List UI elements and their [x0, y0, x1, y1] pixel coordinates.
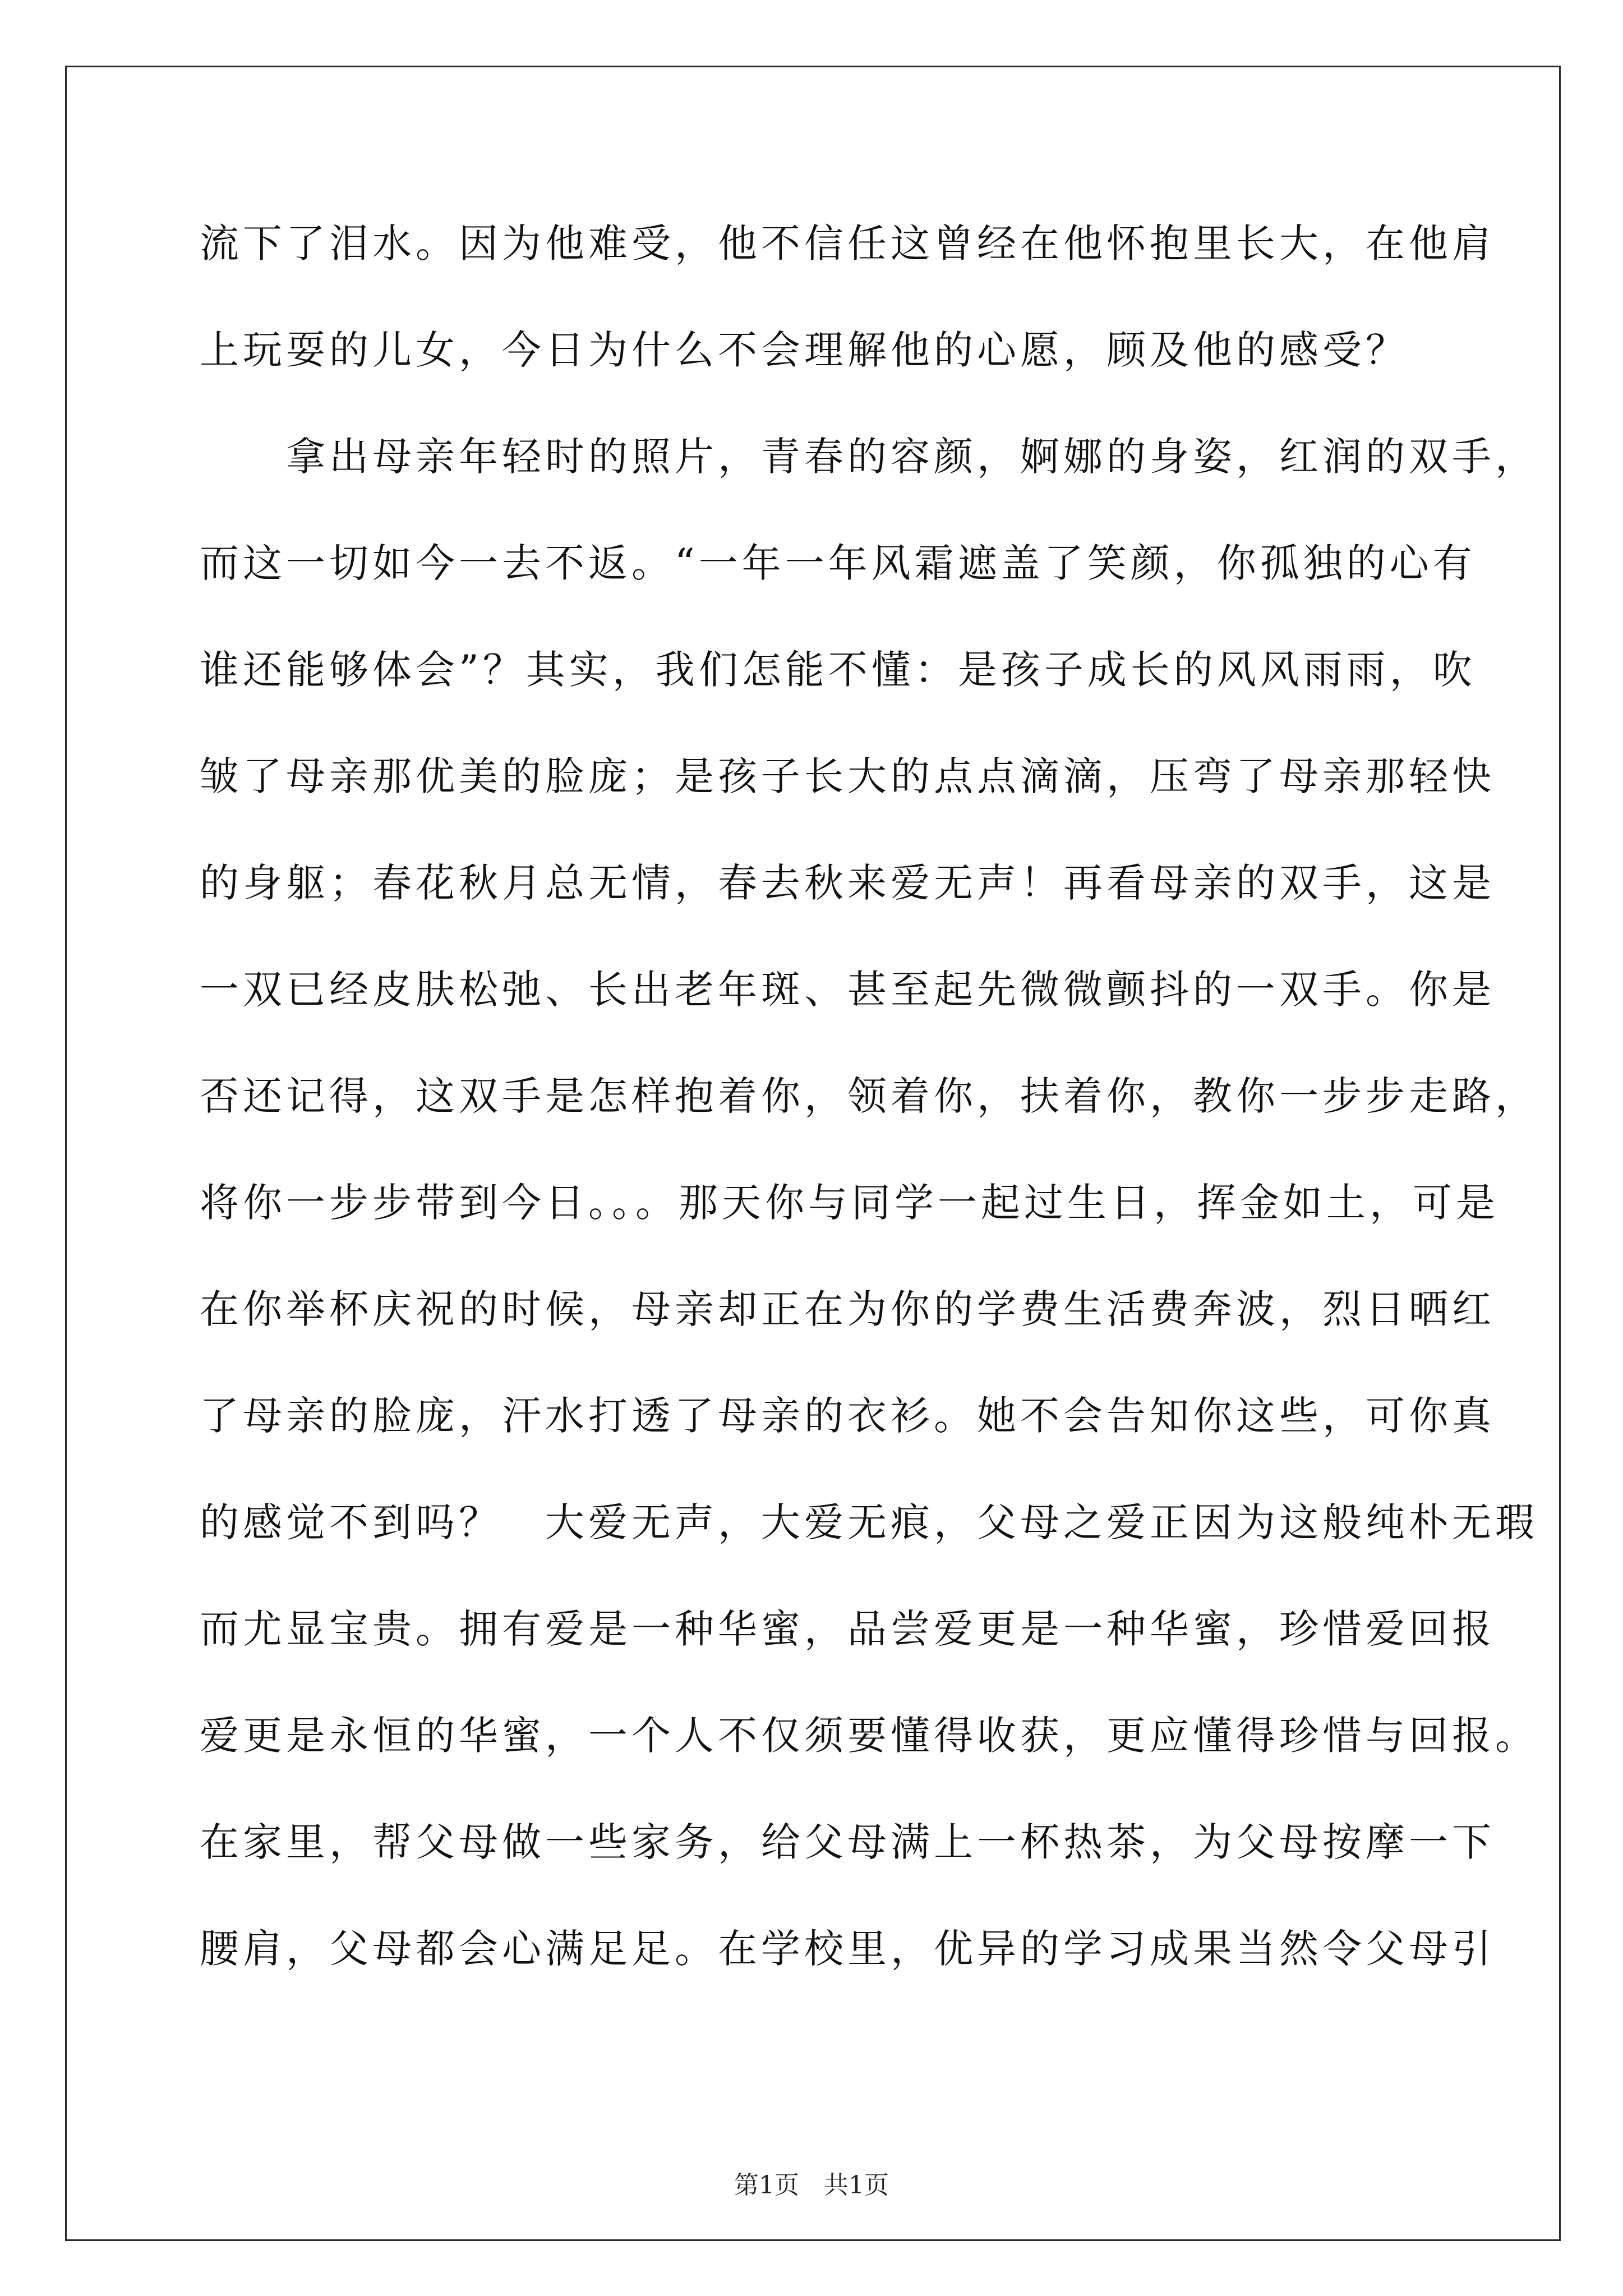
text-line: 了母亲的脸庞，汗水打透了母亲的衣衫。她不会告知你这些，可你真	[200, 1393, 1495, 1439]
text-line: 拿出母亲年轻时的照片，青春的容颜，婀娜的身姿，红润的双手，	[200, 434, 1538, 480]
text-line: 爱更是永恒的华蜜，一个人不仅须要懂得收获，更应懂得珍惜与回报。	[200, 1713, 1538, 1759]
text-line: 腰肩，父母都会心满足足。在学校里，优异的学习成果当然令父母引	[200, 1926, 1495, 1972]
text-line: 在家里，帮父母做一些家务，给父母满上一杯热茶，为父母按摩一下	[200, 1819, 1495, 1865]
text-line: 在你举杯庆祝的时候，母亲却正在为你的学费生活费奔波，烈日晒红	[200, 1286, 1495, 1332]
page-border	[65, 66, 1561, 2241]
text-line: 的感觉不到吗？ 大爱无声，大爱无痕，父母之爱正因为这般纯朴无瑕	[200, 1499, 1538, 1545]
text-line: 的身躯；春花秋月总无情，春去秋来爱无声！再看母亲的双手，这是	[200, 860, 1495, 906]
text-line: 上玩耍的儿女，今日为什么不会理解他的心愿，顾及他的感受？	[200, 327, 1409, 373]
text-line: 一双已经皮肤松弛、长出老年斑、甚至起先微微颤抖的一双手。你是	[200, 967, 1495, 1013]
text-line: 谁还能够体会”？其实，我们怎能不懂：是孩子成长的风风雨雨，吹	[200, 647, 1476, 693]
page-total: 共1页	[824, 2171, 889, 2200]
text-line: 流下了泪水。因为他难受，他不信任这曾经在他怀抱里长大，在他肩	[200, 220, 1495, 266]
page-footer	[0, 2170, 1623, 2201]
text-line: 否还记得，这双手是怎样抱着你，领着你，扶着你，教你一步步走路，	[200, 1073, 1538, 1119]
text-line: 而尤显宝贵。拥有爱是一种华蜜，品尝爱更是一种华蜜，珍惜爱回报	[200, 1606, 1495, 1652]
text-line: 将你一步步带到今日。。。那天你与同学一起过生日，挥金如土，可是	[200, 1180, 1499, 1226]
page-number: 第1页	[734, 2171, 799, 2200]
text-line: 而这一切如今一去不返。“一年一年风霜遮盖了笑颜，你孤独的心有	[200, 540, 1476, 586]
text-line: 皱了母亲那优美的脸庞；是孩子长大的点点滴滴，压弯了母亲那轻快	[200, 753, 1495, 799]
